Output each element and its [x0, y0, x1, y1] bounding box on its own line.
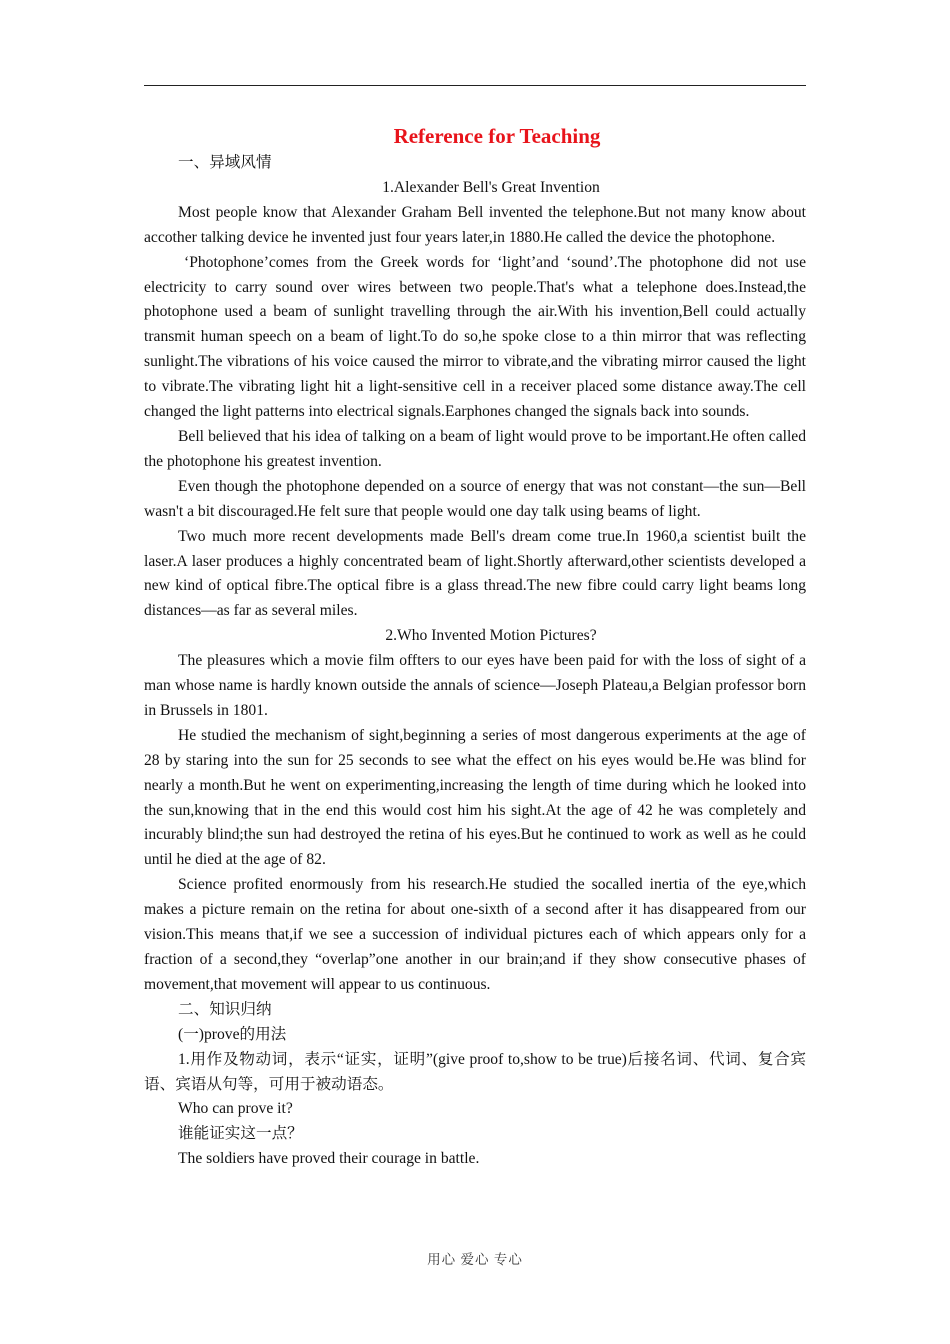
article-one-paragraph: Most people know that Alexander Graham Bell invented the telephone.But not many know about accother talking device he invented just four years later,in 1880.He called the device the photophone. [144, 203, 806, 246]
section-two-heading: 二、知识归纳 [178, 1000, 272, 1018]
article-one-paragraph: Even though the photophone depended on a source of energy that was not constant—the sun—Bell wasn't a bit discouraged.He felt sure that people would one day talk using beams of light. [144, 477, 806, 520]
page-footer: 用心 爱心 专心 [427, 1252, 523, 1267]
usage-paragraph: 1.用作及物动词，表示“证实，证明”(give proof to,show to be true)后接名词、代词、复合宾语、宾语从句等，可用于被动语态。 [144, 1050, 806, 1093]
document-body [144, 121, 806, 1172]
example-translation: 谁能证实这一点？ [178, 1125, 303, 1143]
section-two-subheading: (一)prove的用法 [178, 1025, 287, 1043]
example-sentence: The soldiers have proved their courage in battle. [178, 1150, 480, 1168]
article-two-paragraph: Science profited enormously from his research.He studied the socalled inertia of the eye,which makes a picture remain on the retina for about one-sixth of a second after it has disappeared from our vision.This means that,if we see a succession of individual pictures each of which appears only for a fraction of a second,they “overlap”one another in our brain;and if they show consecutive phases of movement,that movement will appear to us continuous. [144, 876, 806, 993]
section-one-heading: 一、异域风情 [178, 154, 272, 171]
article-one-title: 1.Alexander Bell's Great Invention [382, 178, 600, 196]
article-two-paragraph: He studied the mechanism of sight,beginning a series of most dangerous experiments at the age of 28 by staring into the sun for 25 seconds to see what the effect on his eyes would be.He was blind for nearly a month.But he went on experimenting,increasing the length of time during which he looked into the sun,knowing that in the end this would cost him his sight.At the age of 42 he was completely and incurably blind;the sun had destroyed the retina of his eyes.But he continued to work as well as he could until he died at the age of 82. [144, 726, 806, 869]
page-title: Reference for Teaching [393, 124, 601, 148]
article-two-paragraph: The pleasures which a movie film offters to our eyes have been paid for with the loss of sight of a man whose name is hardly known outside the annals of science—Joseph Plateau,a Belgian professor born in Brussels in 1801. [144, 652, 806, 719]
article-one-paragraph: Bell believed that his idea of talking on a beam of light would prove to be important.He often called the photophone his greatest invention. [144, 427, 806, 470]
header-rule [144, 85, 806, 86]
article-one-paragraph: Two much more recent developments made Bell's dream come true.In 1960,a scientist built the laser.A laser produces a highly concentrated beam of light.Shortly afterward,other scientists developed a new kind of optical fibre.The optical fibre is a glass thread.The new fibre could carry light beams long distances—as far as several miles. [144, 527, 806, 620]
article-one-paragraph: ‘Photophone’comes from the Greek words for ‘light’and ‘sound’.The photophone did not use electricity to carry sound over wires between two people.That's what a telephone does.Instead,the photophone used a beam of sunlight travelling through the air.With his invention,Bell could actually transmit human speech on a beam of light.To do so,he spoke close to a thin mirror that was reflecting sunlight.The vibrations of his voice caused the mirror to vibrate,and the vibrating mirror caused the light to vibrate.The vibrating light hit a light-sensitive cell in a receiver placed some distance away.The cell changed the light patterns into electrical signals.Earphones changed the signals back into sounds. [144, 253, 806, 421]
article-two-title: 2.Who Invented Motion Pictures? [385, 627, 597, 645]
example-sentence: Who can prove it? [178, 1100, 293, 1118]
